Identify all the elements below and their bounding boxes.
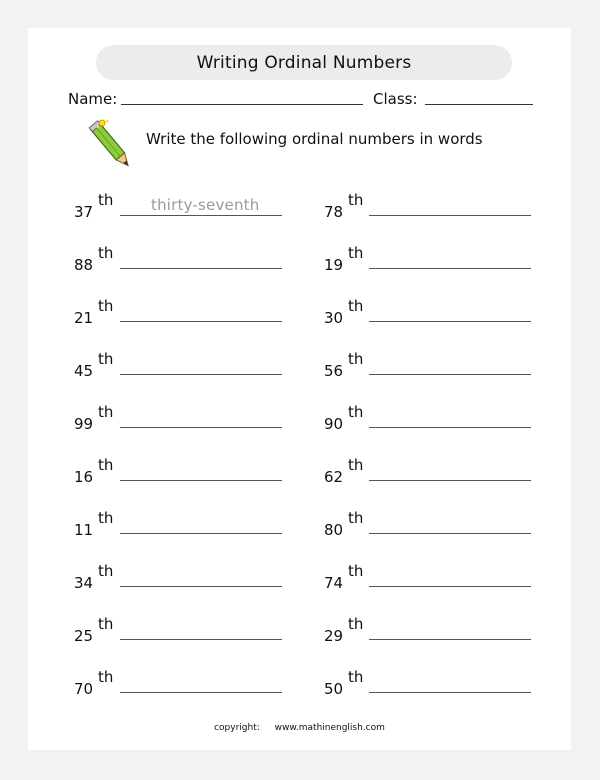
worksheet-title — [96, 45, 512, 80]
ordinal-number: 34 — [74, 574, 94, 592]
ordinal-suffix: th — [348, 403, 364, 421]
answer-line[interactable] — [120, 374, 282, 375]
ordinal-suffix: th — [98, 191, 114, 209]
ordinal-number: 70 — [74, 680, 94, 698]
answer-line[interactable] — [369, 427, 531, 428]
ordinal-suffix: th — [348, 244, 364, 262]
worksheet-page — [28, 28, 571, 750]
answer-line[interactable] — [369, 374, 531, 375]
ordinal-number: 45 — [74, 362, 94, 380]
answer-line[interactable] — [369, 639, 531, 640]
ordinal-number: 78 — [324, 203, 344, 221]
ordinal-number: 19 — [324, 256, 344, 274]
ordinal-number: 37 — [74, 203, 94, 221]
ordinal-suffix: th — [348, 456, 364, 474]
ordinal-suffix: th — [348, 668, 364, 686]
answer-line[interactable] — [120, 639, 282, 640]
ordinal-suffix: th — [348, 297, 364, 315]
answer-line[interactable] — [369, 321, 531, 322]
ordinal-number: 11 — [74, 521, 94, 539]
class-field-line[interactable] — [425, 104, 533, 105]
class-label: Class: — [373, 90, 418, 108]
name-label: Name: — [68, 90, 118, 108]
ordinal-number: 21 — [74, 309, 94, 327]
ordinal-suffix: th — [98, 509, 114, 527]
ordinal-number: 88 — [74, 256, 94, 274]
answer-line[interactable] — [120, 268, 282, 269]
answer-line[interactable] — [120, 533, 282, 534]
ordinal-number: 90 — [324, 415, 344, 433]
ordinal-number: 25 — [74, 627, 94, 645]
ordinal-suffix: th — [348, 562, 364, 580]
ordinal-suffix: th — [348, 350, 364, 368]
website-link[interactable]: www.mathinenglish.com — [274, 723, 385, 733]
ordinal-suffix: th — [98, 615, 114, 633]
answer-line[interactable] — [369, 480, 531, 481]
answer-line[interactable] — [369, 533, 531, 534]
ordinal-number: 56 — [324, 362, 344, 380]
ordinal-number: 80 — [324, 521, 344, 539]
answer-line[interactable] — [120, 586, 282, 587]
answer-line[interactable] — [120, 321, 282, 322]
ordinal-suffix: th — [98, 668, 114, 686]
ordinal-suffix: th — [98, 350, 114, 368]
answer-line[interactable] — [369, 586, 531, 587]
ordinal-number: 99 — [74, 415, 94, 433]
footer — [28, 723, 571, 734]
answer-line[interactable] — [120, 427, 282, 428]
ordinal-number: 30 — [324, 309, 344, 327]
ordinal-number: 62 — [324, 468, 344, 486]
answer-line[interactable] — [369, 268, 531, 269]
ordinal-suffix: th — [98, 456, 114, 474]
name-field-line[interactable] — [121, 104, 363, 105]
answer-line[interactable] — [120, 692, 282, 693]
ordinal-number: 29 — [324, 627, 344, 645]
worksheet-title-text: Writing Ordinal Numbers — [196, 52, 412, 73]
answer-line[interactable] — [369, 692, 531, 693]
ordinal-suffix: th — [348, 615, 364, 633]
ordinal-suffix: th — [98, 244, 114, 262]
ordinal-suffix: th — [348, 509, 364, 527]
answer-line[interactable] — [369, 215, 531, 216]
pencil-icon — [86, 116, 136, 176]
ordinal-suffix: th — [98, 403, 114, 421]
answer-line[interactable] — [120, 480, 282, 481]
ordinal-suffix: th — [98, 562, 114, 580]
ordinal-number: 16 — [74, 468, 94, 486]
copyright-label: copyright: — [214, 723, 260, 733]
ordinal-suffix: th — [348, 191, 364, 209]
instruction-text: Write the following ordinal numbers in words — [146, 130, 483, 148]
ordinal-number: 74 — [324, 574, 344, 592]
ordinal-number: 50 — [324, 680, 344, 698]
example-answer: thirty-seventh — [151, 196, 260, 214]
answer-line[interactable] — [120, 215, 282, 216]
ordinal-suffix: th — [98, 297, 114, 315]
